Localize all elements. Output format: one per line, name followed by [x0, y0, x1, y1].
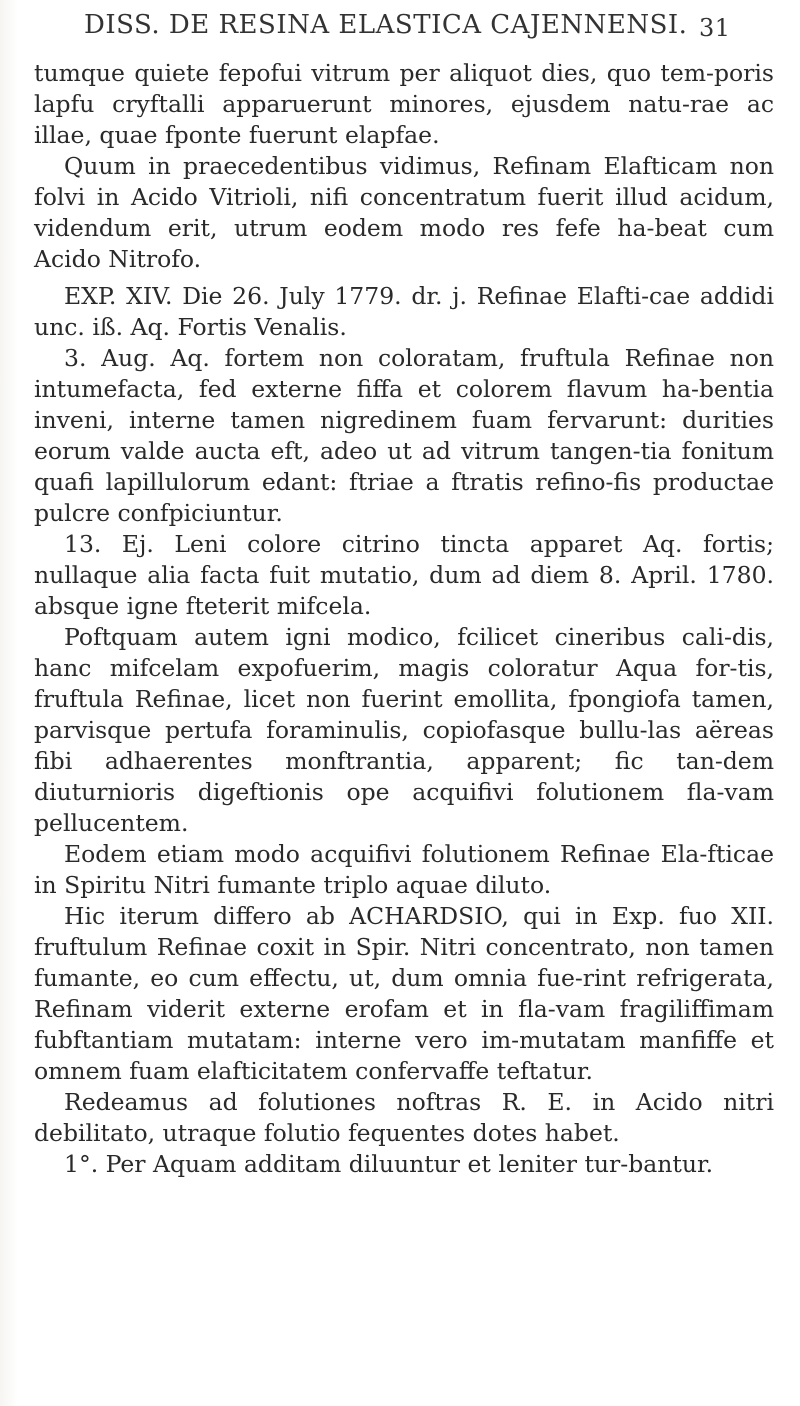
paragraph-1: tumque quiete fepofui vitrum per aliquot dies, quo tem-poris lapfu cryftalli apparuerunt minores, ejusdem natu-rae ac illae, quae fponte fuerunt elapfae.	[34, 59, 774, 149]
paragraph-eodem: Eodem etiam modo acquifivi folutionem Refinae Ela-fticae in Spiritu Nitri fumante triplo aquae diluto.	[34, 840, 774, 899]
running-title: DISS. DE RESINA ELASTICA CAJENNENSI.	[84, 10, 688, 40]
paragraph-13: 13. Ej. Leni colore citrino tincta apparet Aq. fortis; nullaque alia facta fuit mutatio, dum ad diem 8. April. 1780. absque igne fteterit mifcela.	[34, 530, 774, 620]
experiment-heading: EXP. XIV. Die 26. July 1779. dr. j. Refinae Elafti-cae addidi unc. iß. Aq. Fortis Venalis.	[34, 282, 774, 341]
paragraph-aug-3: 3. Aug. Aq. fortem non coloratam, fruftula Refinae non intumefacta, fed externe fiffa et colorem flavum ha-bentia inveni, interne tamen nigredinem fuam fervarunt: durities eorum valde aucta eft, adeo ut ad vitrum tangen-tia fonitum quafi lapillulorum edant: ftriae a ftratis refino-fis productae pulcre confpiciuntur.	[34, 344, 774, 527]
paragraph-achard: Hic iterum differo ab ACHARDSIO, qui in Exp. fuo XII. fruftulum Refinae coxit in Spir. Nitri concentrato, non tamen fumante, eo cum effectu, ut, dum omnia fue-rint refrigerata, Refinam viderit externe erofam et in fla-vam fragiliffimam fubftantiam mutatam: interne vero im-mutatam manfiffe et omnem fuam elafticitatem confervaffe teftatur.	[34, 902, 774, 1085]
paragraph-postquam: Poftquam autem igni modico, fcilicet cineribus cali-dis, hanc mifcelam expofuerim, magis coloratur Aqua for-tis, fruftula Refinae, licet non fuerint emollita, fpongiofa tamen, parvisque pertufa foraminulis, copiofasque bullu-las aëreas fibi adhaerentes monftrantia, apparent; fic tan-dem diuturnioris digeftionis ope acquifivi folutionem fla-vam pellucentem.	[34, 623, 774, 837]
running-header	[84, 10, 764, 40]
paragraph-redeamus: Redeamus ad folutiones noftras R. E. in Acido nitri debilitato, utraque folutio fequentes dotes habet.	[34, 1088, 774, 1147]
paragraph-2: Quum in praecedentibus vidimus, Refinam Elafticam non folvi in Acido Vitrioli, nifi concentratum fuerit illud acidum, videndum erit, utrum eodem modo res fefe ha-beat cum Acido Nitrofo.	[34, 152, 774, 273]
paragraph-list-1: 1°. Per Aquam additam diluuntur et leniter tur-bantur.	[64, 1150, 714, 1178]
page-number: 31	[699, 14, 731, 42]
page-body	[34, 58, 774, 1180]
